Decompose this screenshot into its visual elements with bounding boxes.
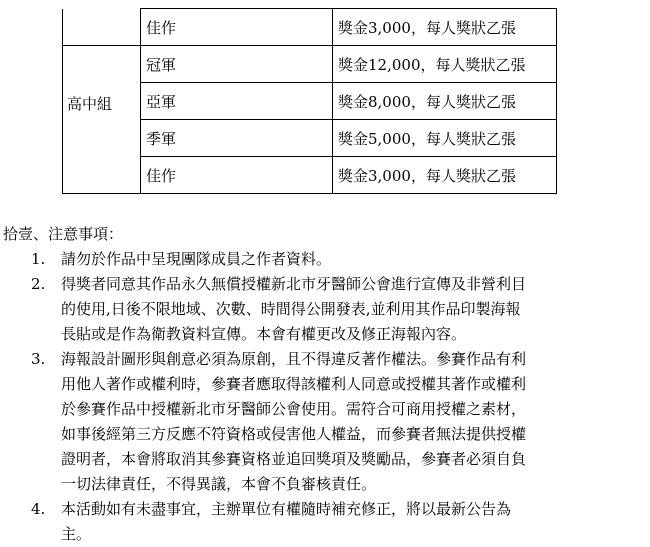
note-number: 4. [31,500,46,518]
note-line: 長貼或是作為衛教資料宣傳。本會有權更改及修正海報內容。 [61,325,467,343]
prize-cell: 獎金3,000，每人獎狀乙張 [333,9,557,46]
note-line: 得獎者同意其作品永久無償授權新北市牙醫師公會進行宣傳及非營利目 [61,275,527,293]
note-line: 證明者，本會將取消其參賽資格並追回獎項及獎勵品，參賽者必須自負 [61,450,527,468]
note-item [31,347,643,497]
prize-cell: 獎金5,000，每人獎狀乙張 [333,120,557,157]
note-line: 用他人著作或權利時，參賽者應取得該權利人同意或授權其著作或權利 [61,375,527,393]
note-line: 主。 [61,525,92,543]
note-line: 請勿於作品中呈現團隊成員之作者資料。 [61,250,332,268]
note-line: 海報設計圖形與創意必須為原創，且不得違反著作權法。參賽作品有利 [61,350,527,368]
note-line: 如事後經第三方反應不符資格或侵害他人權益，而參賽者無法提供授權 [61,425,527,443]
section-heading: 拾壹、注意事項： [3,225,124,243]
award-table [62,8,557,194]
table-row [63,46,557,83]
rank-cell: 佳作 [141,9,333,46]
note-text [61,347,631,497]
note-line: 本活動如有未盡事宜，主辦單位有權隨時補充修正，將以最新公告為 [61,500,512,518]
note-line: 一切法律責任，不得異議，本會不負審核責任。 [61,475,377,493]
note-item [31,272,643,347]
note-item [31,497,643,547]
note-number: 2. [31,275,46,293]
notes-section [3,222,643,547]
note-line: 的使用,日後不限地域、次數、時間得公開發表,並利用其作品印製海報 [61,300,521,318]
note-line: 於參賽作品中授權新北市牙醫師公會使用。需符合可商用授權之素材， [61,400,527,418]
prize-cell: 獎金3,000，每人獎狀乙張 [333,157,557,194]
group-cell-empty [63,9,141,46]
note-text [61,497,631,547]
note-text [61,272,631,347]
table-row [63,9,557,46]
rank-cell: 冠軍 [141,46,333,83]
prize-cell: 獎金12,000，每人獎狀乙張 [333,46,557,83]
rank-cell: 佳作 [141,157,333,194]
group-label: 高中組 [63,46,141,194]
rank-cell: 季軍 [141,120,333,157]
note-text [61,247,631,272]
prize-cell: 獎金8,000，每人獎狀乙張 [333,83,557,120]
note-number: 3. [31,350,46,368]
rank-cell: 亞軍 [141,83,333,120]
note-number: 1. [31,250,46,268]
note-item [31,247,643,272]
